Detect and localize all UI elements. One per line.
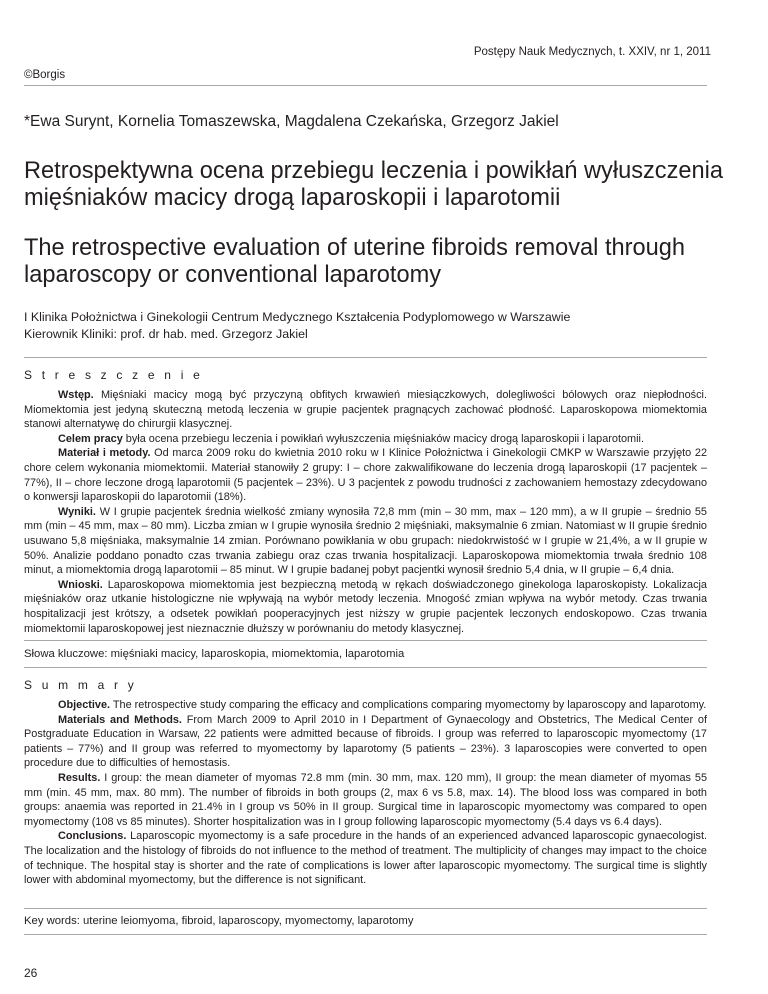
streszczenie-aim: Celem pracy była ocena przebiegu leczenia i powikłań wyłuszczenia mięśniaków macicy drogą laparoskopii i laparotomii. bbox=[58, 432, 644, 445]
label-conclusions: Conclusions. bbox=[58, 830, 127, 843]
label-wyniki: Wyniki. bbox=[58, 505, 96, 518]
label-materials-methods: Materials and Methods. bbox=[58, 713, 182, 726]
page-number: 26 bbox=[24, 966, 38, 980]
divider-before-keywords-en bbox=[24, 908, 707, 909]
streszczenie-results: Wyniki. W I grupie pacjentek średnia wielkość zmiany wynosiła 72,8 mm (min – 30 mm, max – 120 mm), a w II grupie – średnio 55 mm (min – 45 mm, max – 80 mm). Liczba zmian w I grupie wynosiła średnio 2 mięśniaki, maksymalnie 6 zmian. Natomiast w II grupie średnio usuwano 5,8 mięśniaka, maksymalnie 14 zmian. Porównano powikłania w obu grupach: niedokrwistość w I grupie w 21,4%, a w II grupie w 50%. Analizie poddano ponadto czas trwania zabiegu oraz czas trwania hospitalizacji. Laparoskopowa miomektomia trwała średnio 108 minut, a miomektomia drogą laparotomii – 85 minut. W I grupie badanej pobyt pacjentki wynosił średnio 5,4 dnia, w II grupie – 6,4 dnia. bbox=[24, 505, 707, 577]
summary-body bbox=[24, 698, 707, 888]
divider-after-keywords-en bbox=[24, 934, 707, 935]
streszczenie-intro: Wstęp. Mięśniaki macicy mogą być przyczyną obfitych krwawień miesiączkowych, dolegliwości bólowych oraz niepłodności. Miomektomia jest jedyną skuteczną metodą leczenia w grupie pacjentek pragnących zachować płodność. Laparoskopowa miomektomia stanowi alternatywę do chirurgii klasycznej. bbox=[24, 389, 707, 431]
label-material: Materiał i metody. bbox=[58, 447, 151, 460]
title-polish: Retrospektywna ocena przebiegu leczenia i powikłań wyłuszczenia mięśniaków macicy drogą laparoskopii i laparotomii bbox=[24, 158, 724, 211]
header-rule bbox=[24, 85, 707, 86]
summary-results: Results. I group: the mean diameter of myomas 72.8 mm (min. 30 mm, max. 120 mm), II group: the mean diameter of myomas 55 mm (min. 45 mm, max. 80 mm). The number of fibroids in both groups (2, max 6 vs 5.8, max. 14). The blood loss was compared in both groups: anaemia was reported in 21.4% in I group vs 50% in II group. Surgical time in laparoscopic myomectomy was compared to open myomectomy (108 vs 85 minutes). Shorter hospitalization was in I group following laparoscopic myomectomy (5.4 days vs 6.4 days). bbox=[24, 771, 707, 828]
streszczenie-body bbox=[24, 388, 707, 636]
keywords-polish: Słowa kluczowe: mięśniaki macicy, laparoskopia, miomektomia, laparotomia bbox=[24, 648, 405, 660]
divider-before-keywords-pl bbox=[24, 640, 707, 641]
divider-after-keywords-pl bbox=[24, 667, 707, 668]
journal-citation: Postępy Nauk Medycznych, t. XXIV, nr 1, 2011 bbox=[473, 46, 711, 58]
publisher-mark: ©Borgis bbox=[24, 69, 66, 81]
summary-objective: Objective. The retrospective study comparing the efficacy and complications comparing myomectomy by laparoscopy and laparotomy. bbox=[58, 699, 707, 711]
divider-before-streszczenie bbox=[24, 357, 707, 358]
label-wnioski: Wnioski. bbox=[58, 578, 103, 591]
keywords-english: Key words: uterine leiomyoma, fibroid, laparoscopy, myomectomy, laparotomy bbox=[24, 915, 414, 927]
summary-heading: S u m m a r y bbox=[24, 678, 137, 692]
summary-methods: Materials and Methods. From March 2009 to April 2010 in I Department of Gynaecology and Obstetrics, The Medical Center of Postgraduate Education in Warsaw, 22 patients were admitted because of fibroids. I group was referred to laparoscopic myomectomy (17 patients – 77%) and II group was referred to myomectomy by laparotomy (5 patients – 23%). 3 laparoscopies were converted to open procedure due to difficulties of hemostasis. bbox=[24, 713, 707, 770]
streszczenie-methods: Materiał i metody. Od marca 2009 roku do kwietnia 2010 roku w I Klinice Położnictwa i Ginekologii CMKP w Warszawie przyjęto 22 chore celem wykonania miomektomii. Materiał stanowiły 2 grupy: I – chore zakwalifikowane do leczenia drogą laparoskopii (17 pacjentek – 77%), II – chore leczone drogą laparotomii (5 pacjentek – 23%). U 3 pacjentek z powodu trudności z zachowaniem hemostazy zdecydowano o konwersji laparoskopii do laparotomii (18%). bbox=[24, 447, 707, 504]
label-objective: Objective. bbox=[58, 699, 111, 711]
label-wstep: Wstęp. bbox=[58, 389, 94, 401]
author-list: *Ewa Surynt, Kornelia Tomaszewska, Magdalena Czekańska, Grzegorz Jakiel bbox=[24, 113, 559, 130]
title-english: The retrospective evaluation of uterine fibroids removal through laparoscopy or conventional laparotomy bbox=[24, 235, 685, 288]
summary-conclusions: Conclusions. Laparoscopic myomectomy is a safe procedure in the hands of an experienced advanced laparoscopic gynaecologist. The localization and the histology of fibroids do not influence to the method of treatment. The multiplicity of changes may impact to the choice of technique. The hospital stay is shorter and the rate of complications is lower after laparoscopic myomectomy. The surgical time is slightly lower with abdominal myomectomy, but the difference is not significant. bbox=[24, 830, 707, 887]
streszczenie-heading: S t r e s z c z e n i e bbox=[24, 368, 203, 382]
streszczenie-conclusions: Wnioski. Laparoskopowa miomektomia jest bezpieczną metodą w rękach doświadczonego ginekologa laparoskopisty. Lokalizacja mięśniaków oraz utkanie histologiczne nie wpływają na wybór metody leczenia. Mnogość zmian wpływa na wybór metody. Czas trwania hospitalizacji jest krótszy, a odsetek powikłań pooperacyjnych jest niższy w grupie pacjentek leczonych endoskopowo. Czas trwania miomektomii laparoskopowej jest nieznacznie dłuższy w porównaniu do metody klasycznej. bbox=[24, 578, 707, 635]
label-celem-pracy: Celem pracy bbox=[58, 432, 123, 445]
affiliation-head: Kierownik Kliniki: prof. dr hab. med. Grzegorz Jakiel bbox=[24, 327, 308, 341]
label-results: Results. bbox=[58, 771, 101, 784]
affiliation bbox=[24, 309, 570, 343]
affiliation-institution: I Klinika Położnictwa i Ginekologii Centrum Medycznego Kształcenia Podyplomowego w Warszawie bbox=[24, 310, 571, 324]
